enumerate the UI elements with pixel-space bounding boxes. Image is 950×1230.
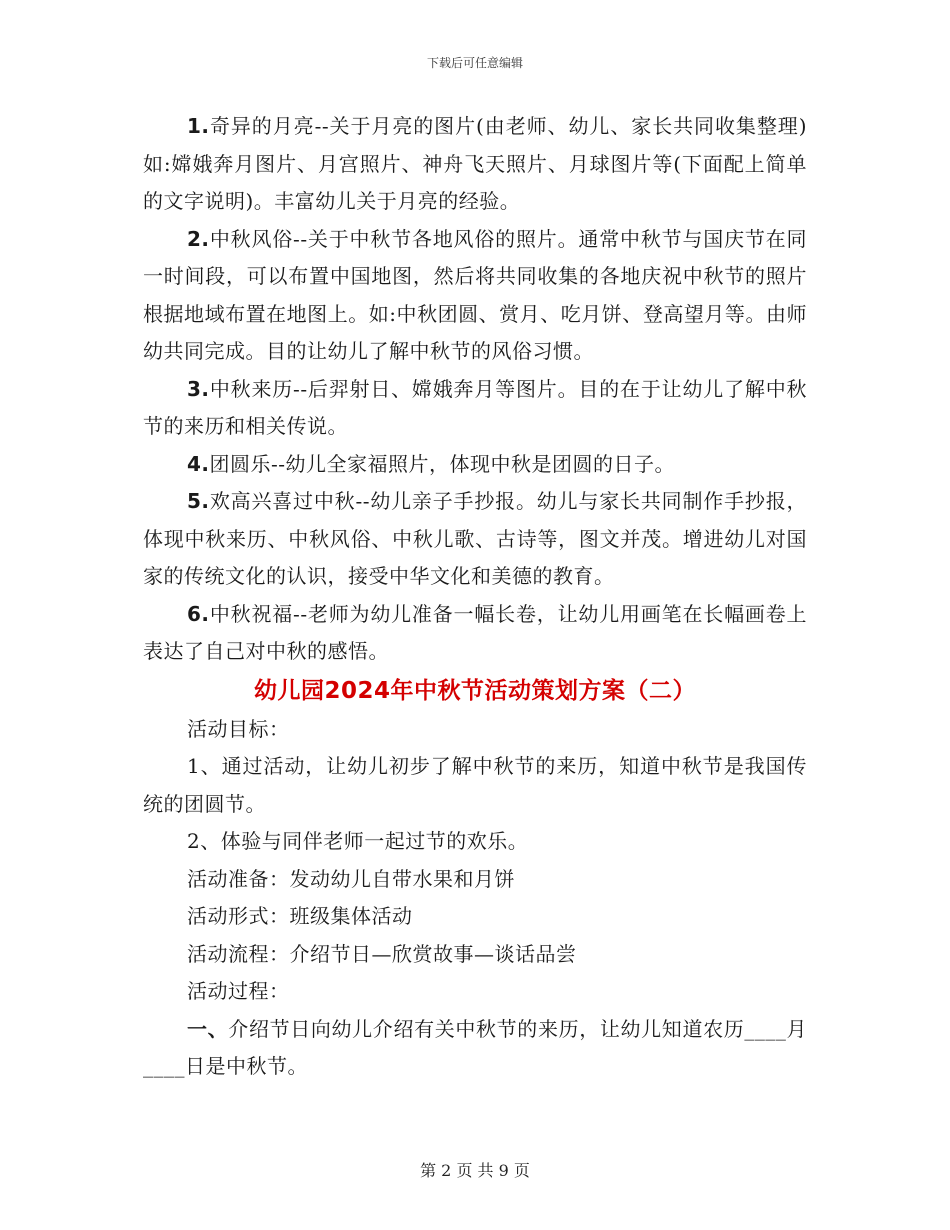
page-number: 第 2 页 共 9 页 xyxy=(420,1161,530,1180)
prep-line: 活动准备：发动幼儿自带水果和月饼 xyxy=(187,866,515,891)
header-note: 下载后可任意编辑 xyxy=(426,56,523,70)
document-body xyxy=(143,108,807,1086)
item-text: 团圆乐--幼儿全家福照片，体现中秋是团圆的日子。 xyxy=(209,451,676,476)
list-item xyxy=(143,221,807,371)
item-text: 奇异的月亮--关于月亮的图片(由老师、幼儿、家长共同收集整理)如:嫦娥奔月图片、月宫照片、神舟飞天照片、月球图片等(下面配上简单的文字说明)。丰富幼儿关于月亮的经验。 xyxy=(143,114,807,213)
item-number: 1. xyxy=(187,114,210,138)
list-item xyxy=(143,108,807,221)
step-number: 一、 xyxy=(187,1016,229,1041)
goal-item: 2、体验与同伴老师一起过节的欢乐。 xyxy=(187,829,529,853)
item-text: 中秋风俗--关于中秋节各地风俗的照片。通常中秋节与国庆节在同一时间段，可以布置中国地图，然后将共同收集的各地庆祝中秋节的照片根据地域布置在地图上。如:中秋团圆、赏月、吃月饼、登高望月等。由师幼共同完成。目的让幼儿了解中秋节的风俗习惯。 xyxy=(143,226,807,363)
list-item xyxy=(143,596,807,671)
item-number: 5. xyxy=(187,489,210,513)
section-title: 幼儿园2024年中秋节活动策划方案（二） xyxy=(253,677,696,704)
item-text: 中秋祝福--老师为幼儿准备一幅长卷，让幼儿用画笔在长幅画卷上表达了自己对中秋的感悟。 xyxy=(143,601,807,663)
item-text: 欢高兴喜过中秋--幼儿亲子手抄报。幼儿与家长共同制作手抄报，体现中秋来历、中秋风俗、中秋儿歌、古诗等，图文并茂。增进幼儿对国家的传统文化的认识，接受中华文化和美德的教育。 xyxy=(143,489,807,588)
goal-label: 活动目标： xyxy=(187,716,290,741)
item-number: 2. xyxy=(187,226,210,251)
item-number: 4. xyxy=(187,451,210,476)
process-label: 活动过程： xyxy=(187,979,290,1003)
flow-line: 活动流程：介绍节日—欣赏故事—谈话品尝 xyxy=(187,941,577,966)
item-text: 中秋来历--后羿射日、嫦娥奔月等图片。目的在于让幼儿了解中秋节的来历和相关传说。 xyxy=(143,376,807,438)
step-text: 介绍节日向幼儿介绍有关中秋节的来历，让幼儿知道农历____月____日是中秋节。 xyxy=(143,1016,808,1078)
list-item xyxy=(143,483,807,596)
form-line: 活动形式：班级集体活动 xyxy=(187,904,413,928)
goal-item: 1、通过活动，让幼儿初步了解中秋节的来历，知道中秋节是我国传统的团圆节。 xyxy=(143,754,807,816)
item-number: 6. xyxy=(187,601,210,626)
item-number: 3. xyxy=(187,376,210,401)
process-step xyxy=(143,1011,807,1086)
list-item xyxy=(143,371,807,446)
list-item xyxy=(143,446,807,484)
